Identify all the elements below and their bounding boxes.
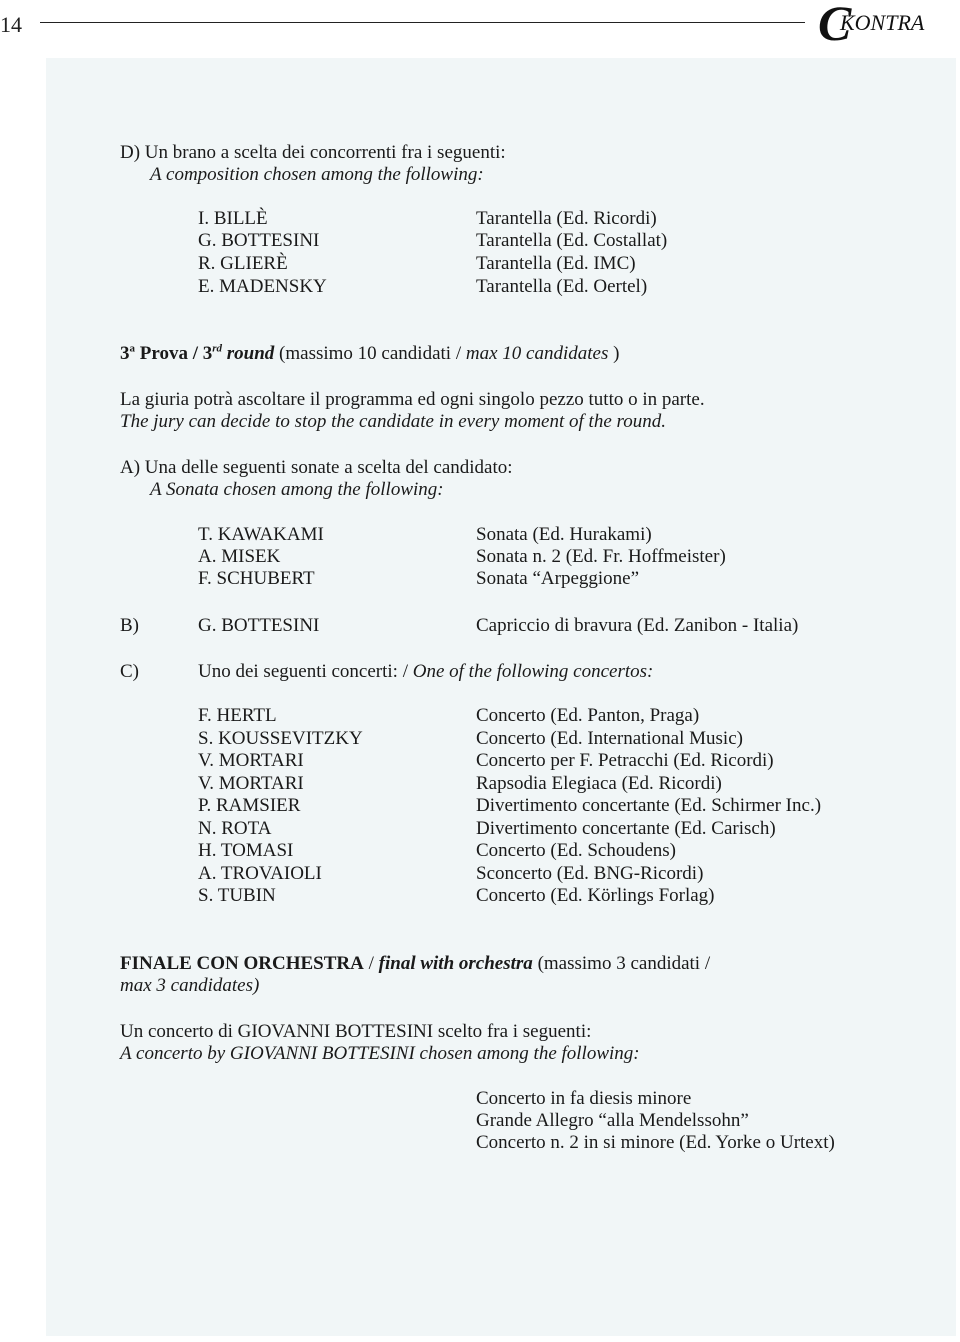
section-d-work-3: Tarantella (Ed. IMC) xyxy=(476,253,636,274)
section-c-composer-4: V. MORTARI xyxy=(198,773,304,794)
section-c-work-6: Divertimento concertante (Ed. Carisch) xyxy=(476,818,776,839)
round3-title: 3$^a$ Prova / 3rd round (massimo 10 candidati / max 10 candidates ) xyxy=(120,342,620,364)
finale-work-1: Concerto in fa diesis minore xyxy=(476,1088,692,1109)
section-c-work-1: Concerto (Ed. Panton, Praga) xyxy=(476,705,700,726)
round3-note-it: La giuria potrà ascoltare il programma ed ogni singolo pezzo tutto o in parte. xyxy=(120,389,705,410)
section-c-work-8: Sconcerto (Ed. BNG-Ricordi) xyxy=(476,863,704,884)
section-d-composer-1: I. BILLÈ xyxy=(198,208,268,229)
section-d-work-4: Tarantella (Ed. Oertel) xyxy=(476,276,648,297)
section-a-heading: A) Una delle seguenti sonate a scelta del candidato: xyxy=(120,457,513,478)
page-number: 14 xyxy=(0,12,22,37)
section-c-composer-7: H. TOMASI xyxy=(198,840,294,861)
section-b-work: Capriccio di bravura (Ed. Zanibon - Italia) xyxy=(476,615,799,636)
section-c-work-3: Concerto per F. Petracchi (Ed. Ricordi) xyxy=(476,750,774,771)
section-b-label: B) xyxy=(120,615,139,636)
section-a-work-3: Sonata “Arpeggione” xyxy=(476,568,640,589)
section-a-composer-3: F. SCHUBERT xyxy=(198,568,315,589)
section-d-heading-en: A composition chosen among the following: xyxy=(150,164,484,185)
logo-word: KONTRA xyxy=(840,10,925,35)
section-c-work-2: Concerto (Ed. International Music) xyxy=(476,728,743,749)
section-a-work-2: Sonata n. 2 (Ed. Fr. Hoffmeister) xyxy=(476,546,726,567)
finale-title: FINALE CON ORCHESTRA / final with orchestra (massimo 3 candidati / xyxy=(120,953,711,974)
section-c-work-5: Divertimento concertante (Ed. Schirmer Inc.) xyxy=(476,795,822,816)
section-c-work-4: Rapsodia Elegiaca (Ed. Ricordi) xyxy=(476,773,722,794)
section-a-work-1: Sonata (Ed. Hurakami) xyxy=(476,524,652,545)
section-d-work-2: Tarantella (Ed. Costallat) xyxy=(476,230,668,251)
finale-work-3: Concerto n. 2 in si minore (Ed. Yorke o Urtext) xyxy=(476,1132,835,1153)
section-c-composer-2: S. KOUSSEVITZKY xyxy=(198,728,363,749)
section-c-composer-6: N. ROTA xyxy=(198,818,272,839)
finale-intro-it: Un concerto di GIOVANNI BOTTESINI scelto fra i seguenti: xyxy=(120,1021,592,1042)
section-c-composer-1: F. HERTL xyxy=(198,705,277,726)
finale-work-2: Grande Allegro “alla Mendelssohn” xyxy=(476,1110,749,1131)
header-rule xyxy=(40,22,805,23)
section-c-composer-8: A. TROVAIOLI xyxy=(198,863,322,884)
section-c-work-9: Concerto (Ed. Körlings Forlag) xyxy=(476,885,715,906)
section-d-work-1: Tarantella (Ed. Ricordi) xyxy=(476,208,657,229)
section-c-composer-3: V. MORTARI xyxy=(198,750,304,771)
section-d-composer-2: G. BOTTESINI xyxy=(198,230,320,251)
section-c-composer-9: S. TUBIN xyxy=(198,885,276,906)
finale-title-line2: max 3 candidates) xyxy=(120,975,260,996)
section-b-composer: G. BOTTESINI xyxy=(198,615,320,636)
section-c-label: C) xyxy=(120,661,139,682)
logo-letter: C xyxy=(818,0,852,51)
section-d-composer-3: R. GLIERÈ xyxy=(198,253,288,274)
kontra-logo xyxy=(818,0,958,51)
section-a-heading-en: A Sonata chosen among the following: xyxy=(150,479,444,500)
section-a-composer-1: T. KAWAKAMI xyxy=(198,524,324,545)
finale-intro-en: A concerto by GIOVANNI BOTTESINI chosen among the following: xyxy=(120,1043,640,1064)
round3-note-en: The jury can decide to stop the candidate in every moment of the round. xyxy=(120,411,666,432)
section-c-heading: Uno dei seguenti concerti: / One of the following concertos: xyxy=(198,661,654,682)
section-d-composer-4: E. MADENSKY xyxy=(198,276,327,297)
section-c-composer-5: P. RAMSIER xyxy=(198,795,301,816)
section-d-heading: D) Un brano a scelta dei concorrenti fra i seguenti: xyxy=(120,142,506,163)
section-c-work-7: Concerto (Ed. Schoudens) xyxy=(476,840,676,861)
scanned-sheet xyxy=(46,58,956,1336)
section-a-composer-2: A. MISEK xyxy=(198,546,281,567)
